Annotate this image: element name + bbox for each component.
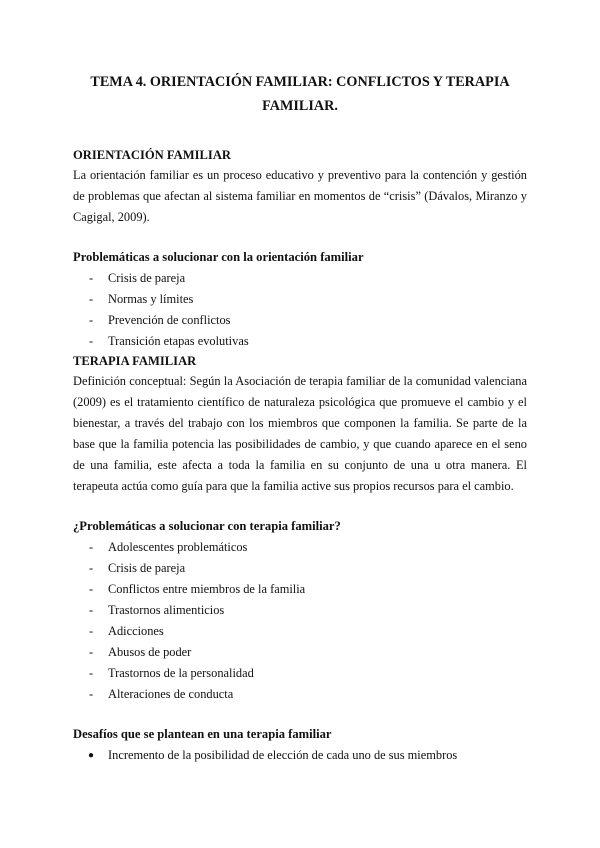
dash-marker: - — [89, 582, 94, 596]
list-item-text: Trastornos alimenticios — [108, 603, 225, 617]
dash-marker: - — [89, 561, 94, 575]
section-heading-problematicas-orientacion: Problemáticas a solucionar con la orientación familiar — [73, 250, 364, 264]
list-item-text: Crisis de pareja — [108, 561, 186, 575]
bullet-marker: ● — [88, 750, 95, 761]
list-item — [73, 289, 527, 310]
list-item — [73, 268, 527, 289]
list-item — [73, 621, 527, 642]
list-item — [73, 537, 527, 558]
list-item-text: Abusos de poder — [108, 645, 192, 659]
list-problematicas-terapia — [73, 537, 527, 705]
spacer — [73, 705, 527, 725]
list-item-text: Transición etapas evolutivas — [108, 334, 249, 348]
list-item-text: Trastornos de la personalidad — [108, 666, 254, 680]
dash-marker: - — [89, 292, 94, 306]
list-item-text: Adolescentes problemáticos — [108, 540, 248, 554]
list-item-text: Conflictos entre miembros de la familia — [108, 582, 306, 596]
list-desafios — [73, 745, 527, 766]
list-item-text: Incremento de la posibilidad de elección de cada uno de sus miembros — [108, 748, 458, 762]
document-content — [73, 70, 527, 766]
dash-marker: - — [89, 645, 94, 659]
list-item — [73, 579, 527, 600]
dash-marker: - — [89, 540, 94, 554]
list-item-text: Alteraciones de conducta — [108, 687, 234, 701]
section-heading-desafios: Desafíos que se plantean en una terapia familiar — [73, 727, 332, 741]
section-heading-orientacion: ORIENTACIÓN FAMILIAR — [73, 148, 232, 162]
list-item — [73, 600, 527, 621]
list-item-text: Crisis de pareja — [108, 271, 186, 285]
dash-marker: - — [89, 687, 94, 701]
dash-marker: - — [89, 624, 94, 638]
list-item — [73, 310, 527, 331]
dash-marker: - — [89, 666, 94, 680]
dash-marker: - — [89, 603, 94, 617]
dash-marker: - — [89, 313, 94, 327]
spacer — [73, 228, 527, 248]
paragraph-orientacion: La orientación familiar es un proceso educativo y preventivo para la contención y gestión de problemas que afectan al sistema familiar en momentos de “crisis” (Dávalos, Miranzo y Cagigal, 2009). — [73, 168, 527, 224]
spacer — [73, 497, 527, 517]
list-item — [73, 663, 527, 684]
list-item — [73, 745, 527, 766]
section-heading-terapia: TERAPIA FAMILIAR — [73, 354, 197, 368]
page-title: TEMA 4. ORIENTACIÓN FAMILIAR: CONFLICTOS Y TERAPIA FAMILIAR. — [90, 74, 510, 114]
section-heading-problematicas-terapia: ¿Problemáticas a solucionar con terapia familiar? — [73, 519, 341, 533]
dash-marker: - — [89, 334, 94, 348]
dash-marker: - — [89, 271, 94, 285]
list-problematicas-orientacion — [73, 268, 527, 352]
list-item — [73, 331, 527, 352]
list-item-text: Adicciones — [108, 624, 164, 638]
list-item — [73, 558, 527, 579]
list-item-text: Prevención de conflictos — [108, 313, 231, 327]
list-item-text: Normas y límites — [108, 292, 194, 306]
list-item — [73, 642, 527, 663]
paragraph-terapia: Definición conceptual: Según la Asociación de terapia familiar de la comunidad valenciana (2009) es el tratamiento científico de naturaleza psicológica que promueve el cambio y el bienestar, a través del trabajo con los miembros que componen la familia. Se parte de la base que la familia potencia las posibilidades de cambio, y que cuando aparece en el seno de una familia, este afecta a toda la familia en su conjunto de una u otra manera. El terapeuta actúa como guía para que la familia active sus propios recursos para el cambio. — [73, 374, 527, 493]
list-item — [73, 684, 527, 705]
